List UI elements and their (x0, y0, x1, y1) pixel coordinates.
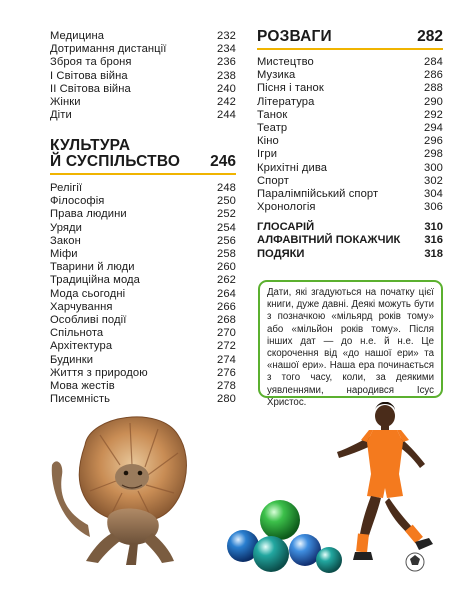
section-heading-culture (50, 138, 236, 175)
section-title-line1: КУЛЬТУРА (50, 137, 131, 154)
list-item: Будинки 274 (50, 353, 236, 366)
list-item: ПОДЯКИ 318 (257, 247, 443, 260)
section-title-row (50, 138, 236, 175)
list-item: Життя з природою 276 (50, 366, 236, 379)
list-item: Паралімпійський спорт 304 (257, 188, 443, 201)
frilled-lizard-illustration (50, 405, 200, 570)
list-item: Діти 244 (50, 109, 236, 122)
list-item: Крихітні дива 300 (257, 161, 443, 174)
section-title-row (257, 29, 443, 50)
list-item: Ігри 298 (257, 148, 443, 161)
list-item: Закон 256 (50, 234, 236, 247)
list-item: Медицина 232 (50, 30, 236, 42)
list-item: Уряди 254 (50, 221, 236, 234)
list-item: Дотримання дистанції 234 (50, 43, 236, 56)
toc-list-history (50, 30, 236, 122)
note-text: Дати, які згадуються на початку цієї книги, дуже давні. Деякі можуть бути з позначкою «мільярд років тому» або «мільйон років тому». Після інших дат — до н.е. й н.е. Це скорочення від «до нашої ери» та «нашої ери». Наша ера починається з того часу, коли, за деякими уявленнями, народився Ісус Христос. (267, 287, 434, 408)
section-heading-fun (257, 29, 443, 50)
list-item: Спільнота 270 (50, 327, 236, 340)
football-player-illustration (335, 402, 440, 572)
list-item: Мистецтво 284 (257, 56, 443, 68)
section-page: 282 (417, 28, 443, 45)
list-item: Хронологія 306 (257, 201, 443, 214)
section-title-line2: Й СУСПІЛЬСТВО (50, 153, 181, 170)
list-item: Театр 294 (257, 122, 443, 135)
list-item: Танок 292 (257, 108, 443, 121)
list-item: Архітектура 272 (50, 340, 236, 353)
list-item: Філософія 250 (50, 195, 236, 208)
list-item: Харчування 266 (50, 300, 236, 313)
list-item: Мова жестів 278 (50, 380, 236, 393)
list-item: Особливі події 268 (50, 314, 236, 327)
toc-list-back-matter (257, 221, 443, 261)
list-item: Писемність 280 (50, 393, 236, 406)
info-note-box (258, 280, 443, 408)
list-item: Міфи 258 (50, 248, 236, 261)
list-item: Кіно 296 (257, 135, 443, 148)
section-title: РОЗВАГИ (257, 28, 332, 45)
list-item: Традиційна мода 262 (50, 274, 236, 287)
list-item: Спорт 302 (257, 174, 443, 187)
list-item: Мода сьогодні 264 (50, 287, 236, 300)
list-item: Тварини й люди 260 (50, 261, 236, 274)
list-item: Література 290 (257, 95, 443, 108)
list-item: Пісня і танок 288 (257, 82, 443, 95)
section-page: 246 (210, 153, 236, 170)
list-item: АЛФАВІТНИЙ ПОКАЖЧИК 316 (257, 234, 443, 247)
list-item: Релігії 248 (50, 182, 236, 194)
list-item: II Світова війна 240 (50, 82, 236, 95)
toc-list-fun (257, 56, 443, 214)
list-item: Права людини 252 (50, 208, 236, 221)
list-item: Музика 286 (257, 69, 443, 82)
marbles-illustration (225, 498, 345, 576)
list-item: ГЛОСАРІЙ 310 (257, 221, 443, 233)
list-item: I Світова війна 238 (50, 69, 236, 82)
list-item: Зброя та броня 236 (50, 56, 236, 69)
list-item: Жінки 242 (50, 96, 236, 109)
toc-list-culture (50, 182, 236, 406)
